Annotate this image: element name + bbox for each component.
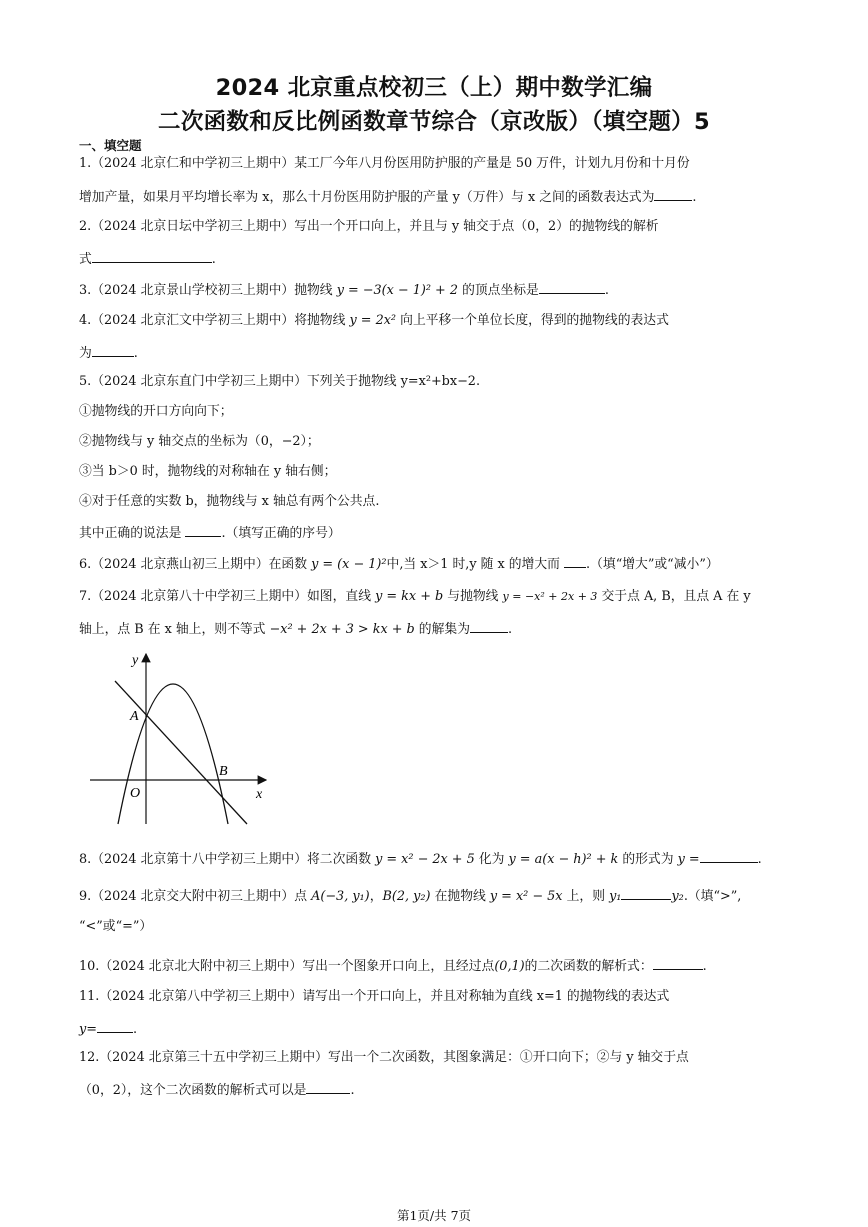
q8-formula-2: y = a(x − h)² + k [508, 852, 619, 867]
q9-text-b: 在抛物线 [434, 889, 486, 904]
q12-answer-blank [306, 1081, 350, 1094]
q4-line-1 [79, 313, 669, 329]
q9-point-b: B(2, y₂) [382, 889, 431, 904]
q2-answer-blank [92, 250, 212, 263]
q5-statement-4: ④对于任意的实数 b，抛物线与 x 轴总有两个公共点. [79, 494, 380, 509]
q5-statement-3: ③当 b＞0 时，抛物线的对称轴在 y 轴右侧； [79, 464, 337, 479]
q9-point-a: A(−3, y₁) [311, 889, 370, 904]
q12-line-1: 12.（2024 北京第三十五中学初三上期中）写出一个二次函数，其图象满足：①开口向下；②与 y 轴交于点 [79, 1050, 689, 1065]
q12-line-2: （0，2），这个二次函数的解析式可以是 . [79, 1083, 355, 1098]
q8-text-c: 的形式为 [622, 852, 674, 867]
q6-formula: y = (x − 1)² [311, 557, 387, 572]
q8-line: 8.（2024 北京第十八中学初三上期中）将二次函数 y = x² − 2x + 5 化为 y = a(x − h)² + k 的形式为 y = . [79, 852, 762, 867]
q11-line-2: y= . [79, 1022, 138, 1037]
q6-text-c: .（填“增大”或“减小”） [586, 557, 719, 572]
q6-text-b: 中,当 x＞1 时,y 随 x 的增大而 [386, 557, 560, 572]
q9-line-2: “<”或“=”） [79, 919, 153, 934]
origin-label: O [130, 786, 141, 801]
q6-line [79, 555, 719, 573]
x-axis-label: x [256, 787, 263, 802]
q9-line-1 [79, 887, 741, 905]
point-a-label: A [130, 709, 139, 724]
q5-statement-2: ②抛物线与 y 轴交点的坐标为（0，−2）； [79, 434, 320, 449]
q4-formula: y = 2x² [349, 313, 397, 328]
q6-text-a: 6.（2024 北京燕山初三上期中）在函数 [79, 557, 308, 572]
q3-formula: y = −3(x − 1)² + 2 [336, 283, 458, 298]
parabola-curve [118, 684, 228, 824]
q1-answer-blank [654, 188, 692, 201]
q7-formula-parabola: y = −x² + 2x + 3 [502, 590, 598, 603]
q8-text-b: 化为 [478, 852, 505, 867]
q7-line-1 [79, 589, 751, 605]
page-footer: 第1页/共 7页 [396, 1208, 472, 1223]
q7-inequality: −x² + 2x + 3 > kx + b [269, 622, 415, 637]
q1-line-1: 1.（2024 北京仁和中学初三上期中）某工厂今年八月份医用防护服的产量是 50 万件，计划九月份和十月份 [79, 156, 690, 171]
q11-answer-blank [97, 1020, 133, 1033]
q7-text-b: 与抛物线 [447, 589, 499, 604]
q10-text-a: 10.（2024 北京北大附中初三上期中）写出一个图象开口向上，且经过点 [79, 959, 495, 974]
q1-line-2: 增加产量，如果月平均增长率为 x，那么十月份医用防护服的产量 y（万件）与 x 之间的函数表达式为 . [79, 190, 697, 205]
q5-text-b: .（填写正确的序号） [221, 526, 341, 541]
q1-text: 增加产量，如果月平均增长率为 x，那么十月份医用防护服的产量 y（万件）与 x 之间的函数表达式为 [79, 190, 655, 205]
y-axis-label: y [132, 653, 139, 668]
q8-text-a: 8.（2024 北京第十八中学初三上期中）将二次函数 [79, 852, 371, 867]
q4-text-a: 4.（2024 北京汇文中学初三上期中）将抛物线 [79, 313, 346, 328]
q9-parabola: y = x² − 5x [489, 889, 563, 904]
q9-answer-blank [621, 887, 671, 900]
q5-line-1: 5.（2024 北京东直门中学初三上期中）下列关于抛物线 y=x²+bx−2. [79, 374, 481, 389]
q4-text-c: 为 [79, 346, 92, 361]
q5-line-6 [79, 524, 341, 542]
q12-text: （0，2），这个二次函数的解析式可以是 [79, 1083, 307, 1098]
q5-statement-1: ①抛物线的开口方向向下； [79, 404, 233, 419]
q11-line-1: 11.（2024 北京第八中学初三上期中）请写出一个开口向上，并且对称轴为直线 x=1 的抛物线的表达式 [79, 989, 670, 1004]
q10-answer-blank [653, 957, 703, 970]
q7-line-2: 轴上，点 B 在 x 轴上，则不等式 −x² + 2x + 3 > kx + b 的解集为 . [79, 622, 513, 637]
q7-formula-line: y = kx + b [375, 589, 444, 604]
q9-y1: y₁ [609, 889, 622, 904]
q7-graph [88, 648, 272, 828]
q8-formula-3: y = [677, 852, 700, 867]
q9-text-d: .（填“>”, [683, 889, 742, 904]
q11-text: y= [79, 1022, 97, 1037]
point-b-label: B [219, 764, 228, 779]
q7-answer-blank [470, 620, 508, 633]
q4-line-2: 为 . [79, 346, 138, 361]
q7-text-e: 的解集为 [418, 622, 470, 637]
q7-text-c: 交于点 A, B，且点 A 在 y [601, 589, 751, 604]
section-heading: 一、填空题 [79, 138, 142, 153]
q10-text-b: 的二次函数的解析式： [524, 959, 653, 974]
q8-answer-blank [700, 850, 758, 863]
page-title-line-1: 2024 北京重点校初三（上）期中数学汇编 [215, 75, 653, 101]
q5-text-a: 其中正确的说法是 [79, 526, 182, 541]
q9-y2: y₂ [671, 889, 684, 904]
q8-formula-1: y = x² − 2x + 5 [375, 852, 475, 867]
q3-line: 3.（2024 北京景山学校初三上期中）抛物线 y = −3(x − 1)² + 2 的顶点坐标是 . [79, 283, 609, 298]
q10-point: (0,1) [494, 959, 525, 974]
q2-line-2: 式 . [79, 252, 216, 267]
q3-text-b: 的顶点坐标是 [462, 283, 539, 298]
q7-text-d: 轴上，点 B 在 x 轴上，则不等式 [79, 622, 266, 637]
q2-text: 式 [79, 252, 92, 267]
q4-answer-blank [92, 344, 134, 357]
q9-text-c: 上，则 [566, 889, 605, 904]
q6-answer-blank [564, 555, 586, 568]
page-title-line-2: 二次函数和反比例函数章节综合（京改版）（填空题）5 [158, 109, 710, 135]
q10-line: 10.（2024 北京北大附中初三上期中）写出一个图象开口向上，且经过点(0,1)的二次函数的解析式： . [79, 959, 707, 974]
q5-answer-blank [185, 524, 221, 537]
q3-answer-blank [539, 281, 605, 294]
q9-separator: ， [369, 889, 383, 904]
q2-line-1: 2.（2024 北京日坛中学初三上期中）写出一个开口向上，并且与 y 轴交于点（0，2）的抛物线的解析 [79, 219, 659, 234]
q7-text-a: 7.（2024 北京第八十中学初三上期中）如图，直线 [79, 589, 371, 604]
q3-text-a: 3.（2024 北京景山学校初三上期中）抛物线 [79, 283, 333, 298]
q4-text-b: 向上平移一个单位长度，得到的抛物线的表达式 [400, 313, 669, 328]
q9-text-a: 9.（2024 北京交大附中初三上期中）点 [79, 889, 308, 904]
